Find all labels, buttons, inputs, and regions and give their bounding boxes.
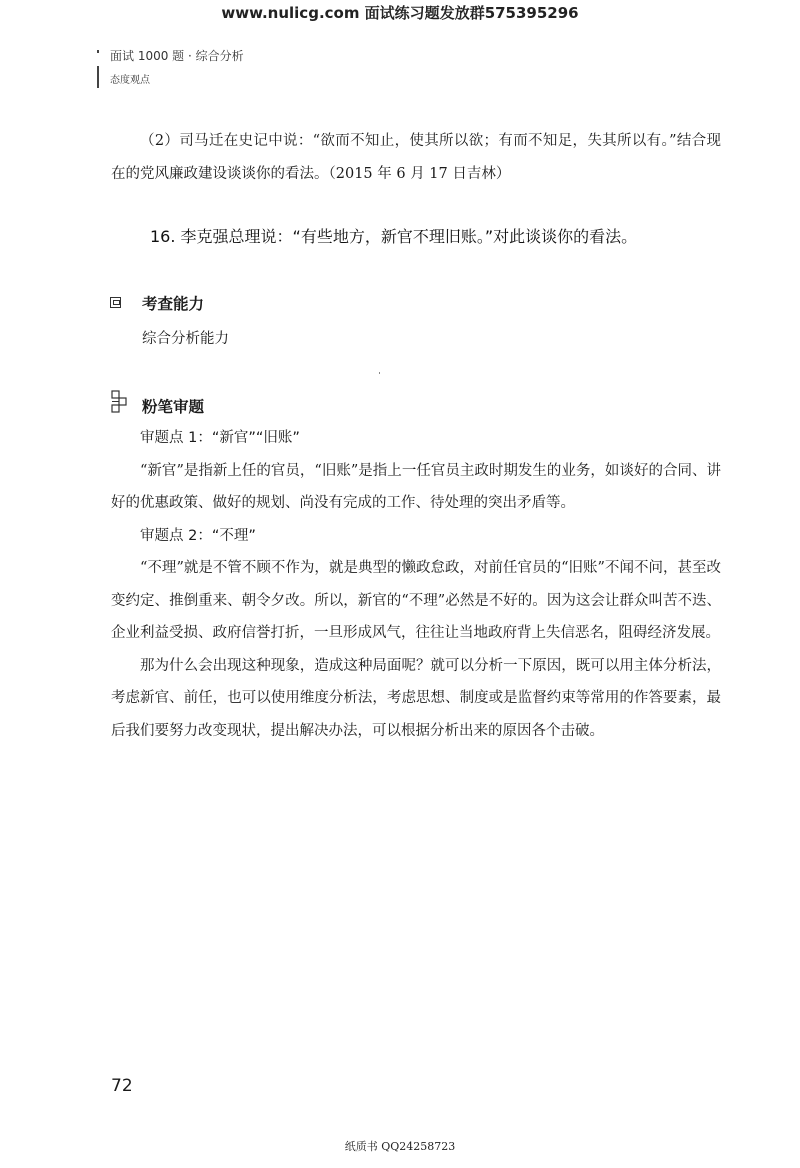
header-margin-mark — [97, 44, 99, 96]
analysis-point-2-title: 审题点 2：“不理” — [140, 527, 256, 544]
analysis-closing-text: 那为什么会出现这种现象，造成这种局面呢？就可以分析一下原因，既可以用主体分析法，考虑新官、前任，也可以使用维度分析法，考虑思想、制度或是监督约束等常用的作答要素，最后我们要努力改变现状，提出解决办法，可以根据分析出来的原因各个击破。 — [111, 657, 721, 739]
running-header-book-title: 面试 1000 题 · 综合分析 — [110, 49, 244, 63]
analysis-section-body — [111, 422, 721, 747]
running-header-section: 态度观点 — [110, 75, 150, 86]
page-number: 72 — [111, 1076, 133, 1096]
bottom-watermark: 纸质书 QQ24258723 — [344, 1140, 456, 1153]
ability-section-icon — [110, 297, 121, 308]
analysis-point-2-text: “不理”就是不管不顾不作为，就是典型的懒政怠政，对前任官员的“旧账”不闻不问，甚至改变约定、推倒重来、朝令夕改。所以，新官的“不理”必然是不好的。因为这会让群众叫苦不迭、企业利益受损、政府信誉打折，一旦形成风气，往往让当地政府背上失信恶名，阻碍经济发展。 — [111, 560, 721, 641]
analysis-point-1-text: “新官”是指新上任的官员，“旧账”是指上一任官员主政时期发生的业务，如谈好的合同、讲好的优惠政策、做好的规划、尚没有完成的工作、待处理的突出矛盾等。 — [111, 462, 721, 511]
ability-section-body: 综合分析能力 — [142, 331, 229, 347]
previous-question-text: （2）司马迁在史记中说：“欲而不知止，使其所以欲；有而不知足，失其所以有。”结合现在的党风廉政建设谈谈你的看法。（2015 年 6 月 17 日吉林） — [111, 133, 721, 182]
analysis-section-title: 粉笔审题 — [142, 398, 205, 416]
top-watermark: www.nulicg.com 面试练习题发放群575395296 — [221, 4, 579, 22]
stray-mark — [379, 372, 380, 374]
question-title: 16. 李克强总理说：“有些地方，新官不理旧账。”对此谈谈你的看法。 — [150, 227, 638, 246]
analysis-grid-icon — [110, 389, 134, 413]
analysis-point-1-title: 审题点 1：“新官”“旧账” — [140, 430, 300, 446]
ability-section-title: 考查能力 — [142, 295, 205, 313]
